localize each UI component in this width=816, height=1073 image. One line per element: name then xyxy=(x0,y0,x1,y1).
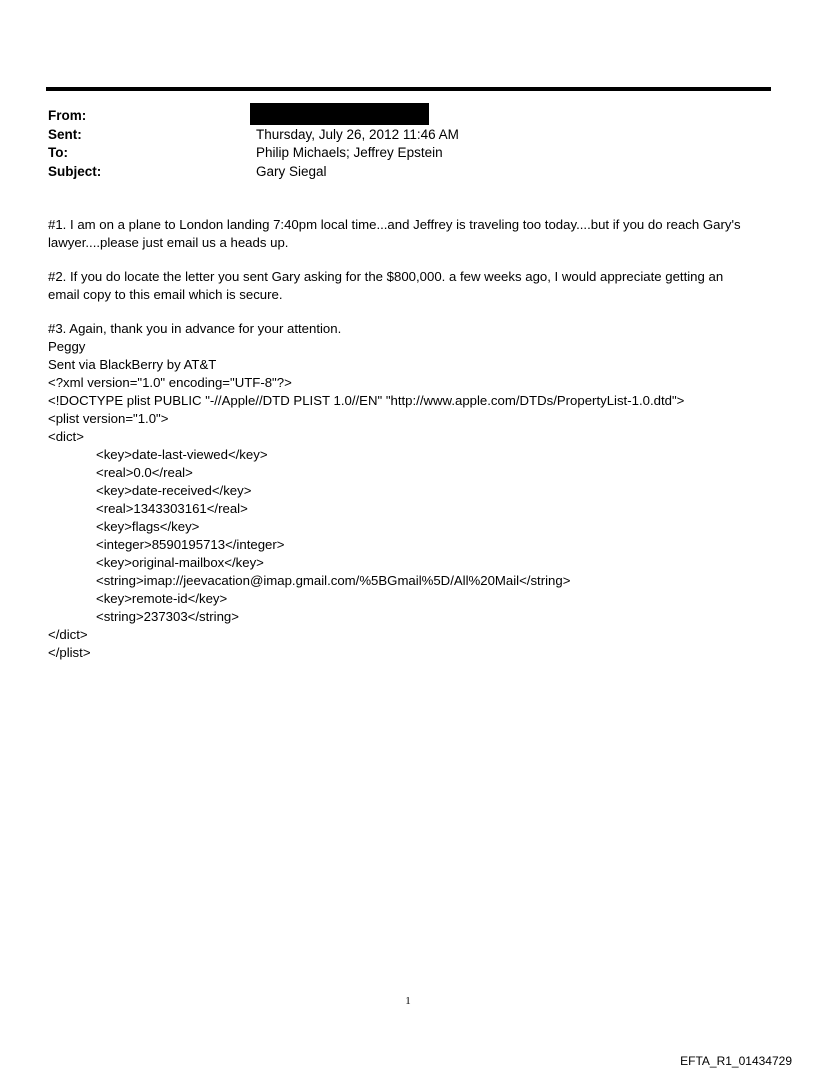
plist-line: </plist> xyxy=(48,645,91,660)
sent-row xyxy=(48,126,459,145)
body-line: #1. I am on a plane to London landing 7:40pm local time...and Jeffrey is traveling too today....but if you do reach Gary's xyxy=(48,217,741,232)
plist-line: <!DOCTYPE plist PUBLIC "-//Apple//DTD PLIST 1.0//EN" "http://www.apple.com/DTDs/PropertyList-1.0.dtd"> xyxy=(48,393,685,408)
sent-value: Thursday, July 26, 2012 11:46 AM xyxy=(256,126,459,142)
sent-label: Sent: xyxy=(48,126,82,142)
plist-line: <key>date-received</key> xyxy=(96,483,252,498)
body-line: #3. Again, thank you in advance for your attention. xyxy=(48,321,342,336)
plist-line: <key>remote-id</key> xyxy=(96,591,228,606)
subject-row xyxy=(48,163,459,182)
body-line: lawyer....please just email us a heads up. xyxy=(48,235,289,250)
paragraph-3 xyxy=(48,320,768,662)
subject-value: Gary Siegal xyxy=(256,163,327,179)
paragraph-2 xyxy=(48,268,768,304)
plist-line: </dict> xyxy=(48,627,88,642)
plist-line: <real>0.0</real> xyxy=(96,465,193,480)
email-body xyxy=(48,216,768,662)
plist-line: <integer>8590195713</integer> xyxy=(96,537,285,552)
subject-label: Subject: xyxy=(48,163,102,179)
plist-line: <plist version="1.0"> xyxy=(48,411,169,426)
to-row xyxy=(48,144,459,163)
device-signature: Sent via BlackBerry by AT&T xyxy=(48,357,217,372)
header-divider xyxy=(46,87,771,91)
plist-line: <string>237303</string> xyxy=(96,609,239,624)
redaction-box xyxy=(250,103,429,125)
to-value: Philip Michaels; Jeffrey Epstein xyxy=(256,145,443,160)
signature-name: Peggy xyxy=(48,339,86,354)
plist-line: <dict> xyxy=(48,429,84,444)
from-label: From: xyxy=(48,108,87,123)
body-line: #2. If you do locate the letter you sent Gary asking for the $800,000. a few weeks ago, I would appreciate getting an xyxy=(48,269,724,284)
plist-line: <key>original-mailbox</key> xyxy=(96,555,264,570)
plist-line: <?xml version="1.0" encoding="UTF-8"?> xyxy=(48,375,292,390)
page-number: 1 xyxy=(405,995,411,1007)
body-line: email copy to this email which is secure. xyxy=(48,287,283,302)
to-label: To: xyxy=(48,145,68,160)
paragraph-1 xyxy=(48,216,768,252)
document-id: EFTA_R1_01434729 xyxy=(680,1054,792,1068)
plist-line: <real>1343303161</real> xyxy=(96,501,248,516)
plist-line: <key>flags</key> xyxy=(96,519,200,534)
plist-line: <string>imap://jeevacation@imap.gmail.com/%5BGmail%5D/All%20Mail</string> xyxy=(96,573,571,588)
plist-line: <key>date-last-viewed</key> xyxy=(96,447,268,462)
